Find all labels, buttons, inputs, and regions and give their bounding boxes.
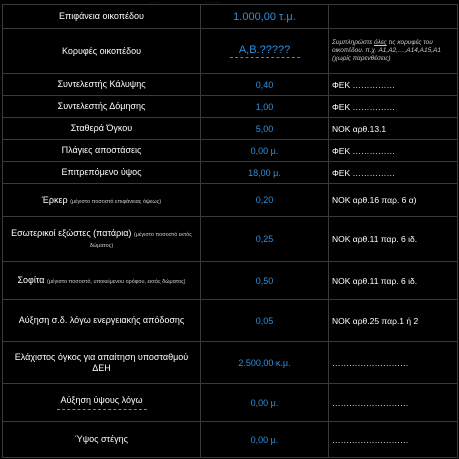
row-label: Συντελεστής Δόμησης bbox=[3, 96, 201, 118]
row-label: Επιτρεπόμενο ύψος bbox=[3, 162, 201, 184]
row-reference: ΦΕΚ …………… bbox=[329, 140, 458, 162]
row-reference: ……………………… bbox=[329, 422, 458, 458]
mezzanine-value[interactable]: 0,25 bbox=[201, 217, 329, 262]
attic-value[interactable]: 0,50 bbox=[201, 262, 329, 300]
top-fragment: … … … bbox=[205, 0, 220, 4]
row-label-cell bbox=[3, 384, 201, 422]
table-row bbox=[3, 140, 458, 162]
row-label: Σοφίτα bbox=[17, 275, 45, 285]
row-reference: ΝΟΚ αρθ.11 παρ. 6 ιδ. bbox=[329, 262, 458, 300]
side-distances-value[interactable]: 0,00 μ. bbox=[201, 140, 329, 162]
vertices-note bbox=[332, 39, 454, 63]
row-label-cell bbox=[3, 217, 201, 262]
table-row bbox=[3, 162, 458, 184]
vertices-input[interactable]: Α,Β.????? bbox=[230, 44, 300, 58]
row-label: Αύξηση ύψους λόγω bbox=[60, 395, 143, 405]
table-row bbox=[3, 96, 458, 118]
table-row bbox=[3, 29, 458, 74]
row-label: Επιφάνεια οικοπέδου bbox=[3, 5, 201, 29]
row-label: Συντελεστής Κάλυψης bbox=[3, 74, 201, 96]
row-label: Αύξηση σ.δ. λόγω ενεργειακής απόδοσης bbox=[3, 300, 201, 342]
vertices-value-cell bbox=[201, 29, 329, 74]
height-increase-value[interactable]: 0,00 μ. bbox=[201, 384, 329, 422]
erker-value[interactable]: 0,20 bbox=[201, 184, 329, 217]
volume-constant-value[interactable]: 5,00 bbox=[201, 118, 329, 140]
plot-area-value[interactable]: 1.000,00 τ.μ. bbox=[201, 5, 329, 29]
energy-bonus-value[interactable]: 0,05 bbox=[201, 300, 329, 342]
vertices-note-cell bbox=[329, 29, 458, 74]
note-text: Συμπληρώστε bbox=[332, 39, 374, 46]
row-label: Κορυφές οικοπέδου bbox=[3, 29, 201, 74]
row-reference: ΝΟΚ αρθ.25 παρ.1 ή 2 bbox=[329, 300, 458, 342]
table-row bbox=[3, 422, 458, 458]
coverage-value[interactable]: 0,40 bbox=[201, 74, 329, 96]
table-row bbox=[3, 5, 458, 29]
table-row bbox=[3, 217, 458, 262]
row-reference: ΦΕΚ …………… bbox=[329, 96, 458, 118]
table-row bbox=[3, 184, 458, 217]
roof-height-value[interactable]: 0,00 μ. bbox=[201, 422, 329, 458]
row-label-cell bbox=[3, 262, 201, 300]
row-label-hint: (μέγιστο ποσοστό εκτός δώματος) bbox=[89, 232, 192, 249]
row-reference: ΝΟΚ αρθ.13.1 bbox=[329, 118, 458, 140]
row-reference: ΦΕΚ …………… bbox=[329, 162, 458, 184]
row-label: Ελάχιστος όγκος για απαίτηση υποσταθμού ΔΕΗ bbox=[3, 342, 201, 384]
note-text: τις κορυφές του οικοπέδου. π.χ. Α1,Α2,…,Α14,Α15,Α1 (χωρίς παρενθέσεις) bbox=[332, 39, 441, 62]
row-label: Εσωτερικοί εξώστες (πατάρια) bbox=[11, 228, 132, 238]
row-label-cell bbox=[3, 184, 201, 217]
row-reference: ΝΟΚ αρθ.11 παρ. 6 ιδ. bbox=[329, 217, 458, 262]
table-row bbox=[3, 74, 458, 96]
table-row bbox=[3, 384, 458, 422]
row-label-hint: (μέγιστο ποσοστό επιφάνειας όψεως) bbox=[70, 198, 162, 205]
row-reference: ……………………… bbox=[329, 342, 458, 384]
table-row bbox=[3, 118, 458, 140]
row-reference bbox=[329, 5, 458, 29]
row-label: Έρκερ bbox=[41, 194, 68, 205]
row-reference: ΦΕΚ …………… bbox=[329, 74, 458, 96]
table-row bbox=[3, 342, 458, 384]
row-reference: ΝΟΚ αρθ.16 παρ. 6 α) bbox=[329, 184, 458, 217]
building-ratio-value[interactable]: 1,00 bbox=[201, 96, 329, 118]
plot-parameters-table bbox=[2, 4, 458, 458]
row-label: Ύψος στέγης bbox=[3, 422, 201, 458]
allowed-height-value[interactable]: 18,00 μ. bbox=[201, 162, 329, 184]
row-reference: ……………………… bbox=[329, 384, 458, 422]
substation-volume-value[interactable]: 2.500,00 κ.μ. bbox=[201, 342, 329, 384]
table-row bbox=[3, 300, 458, 342]
row-label-hint: (μέγιστο ποσοστό, υποκείμενου ορόφου, εκτός δώματος) bbox=[47, 279, 186, 285]
row-label: Πλάγιες αποστάσεις bbox=[3, 140, 201, 162]
row-label: Σταθερά Όγκου bbox=[3, 118, 201, 140]
table-row bbox=[3, 262, 458, 300]
note-emphasis: όλες bbox=[374, 39, 387, 46]
top-fragment: … … bbox=[150, 0, 160, 4]
reason-input-line[interactable] bbox=[57, 408, 147, 410]
